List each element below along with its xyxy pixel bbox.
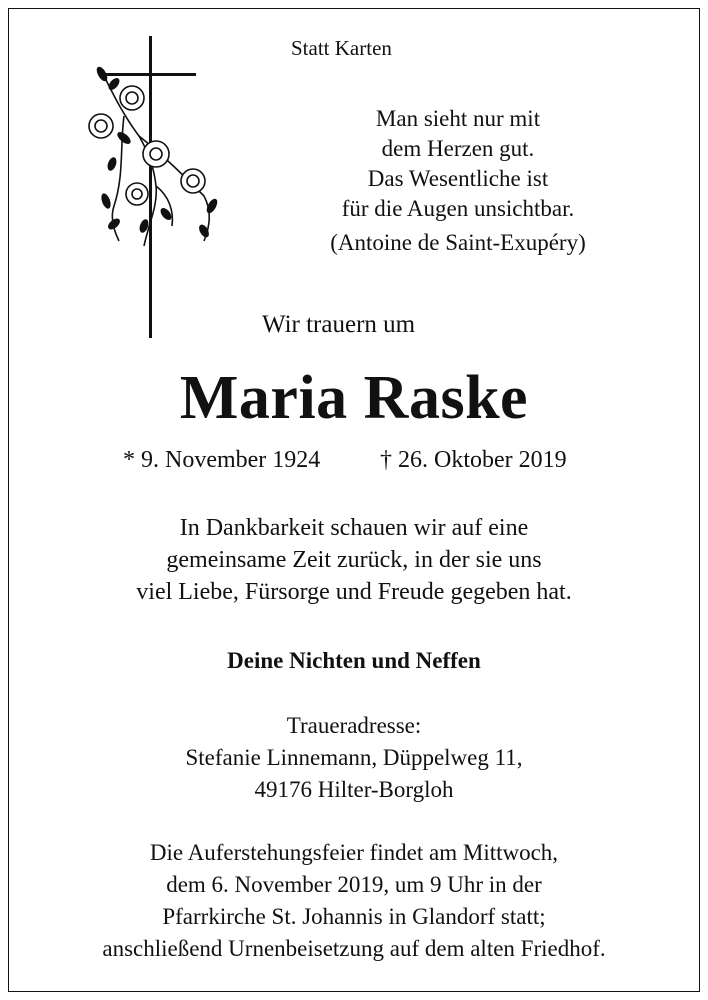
quote-author: (Antoine de Saint-Exupéry) [330,230,586,255]
family-signature: Deine Nichten und Neffen [227,648,481,673]
ceremony-line: dem 6. November 2019, um 9 Uhr in der [166,872,542,897]
ceremony-line: Die Auferstehungsfeier findet am Mittwoch, [149,840,559,865]
address-line: Stefanie Linnemann, Düppelweg 11, [185,745,523,770]
deceased-name: Maria Raske [179,364,529,432]
cross-with-roses-icon [84,36,224,340]
gratitude-line: In Dankbarkeit schauen wir auf eine [179,515,529,541]
ceremony-line: anschließend Urnenbeisetzung auf dem alten Friedhof. [102,936,606,961]
gratitude-text [0,512,708,608]
address-line: 49176 Hilter-Borgloh [254,777,454,802]
gratitude-line: gemeinsame Zeit zurück, in der sie uns [166,547,542,573]
quote-line: Man sieht nur mit [375,106,541,131]
address-line: Traueradresse: [286,713,422,738]
death-date: † 26. Oktober 2019 [380,447,567,473]
birth-date: * 9. November 1924 [123,447,321,473]
quote-line: für die Augen unsichtbar. [341,196,575,221]
gratitude-line: viel Liebe, Fürsorge und Freude gegeben hat. [136,579,572,605]
ceremony-line: Pfarrkirche St. Johannis in Glandorf statt; [162,904,546,929]
quote-line: Das Wesentliche ist [367,166,549,191]
ceremony-info [0,837,708,965]
mourning-intro: Wir trauern um [262,311,416,338]
quote-line: dem Herzen gut. [381,136,535,161]
statt-karten-label: Statt Karten [291,36,392,60]
mourning-address [0,710,708,806]
quote [300,104,616,224]
